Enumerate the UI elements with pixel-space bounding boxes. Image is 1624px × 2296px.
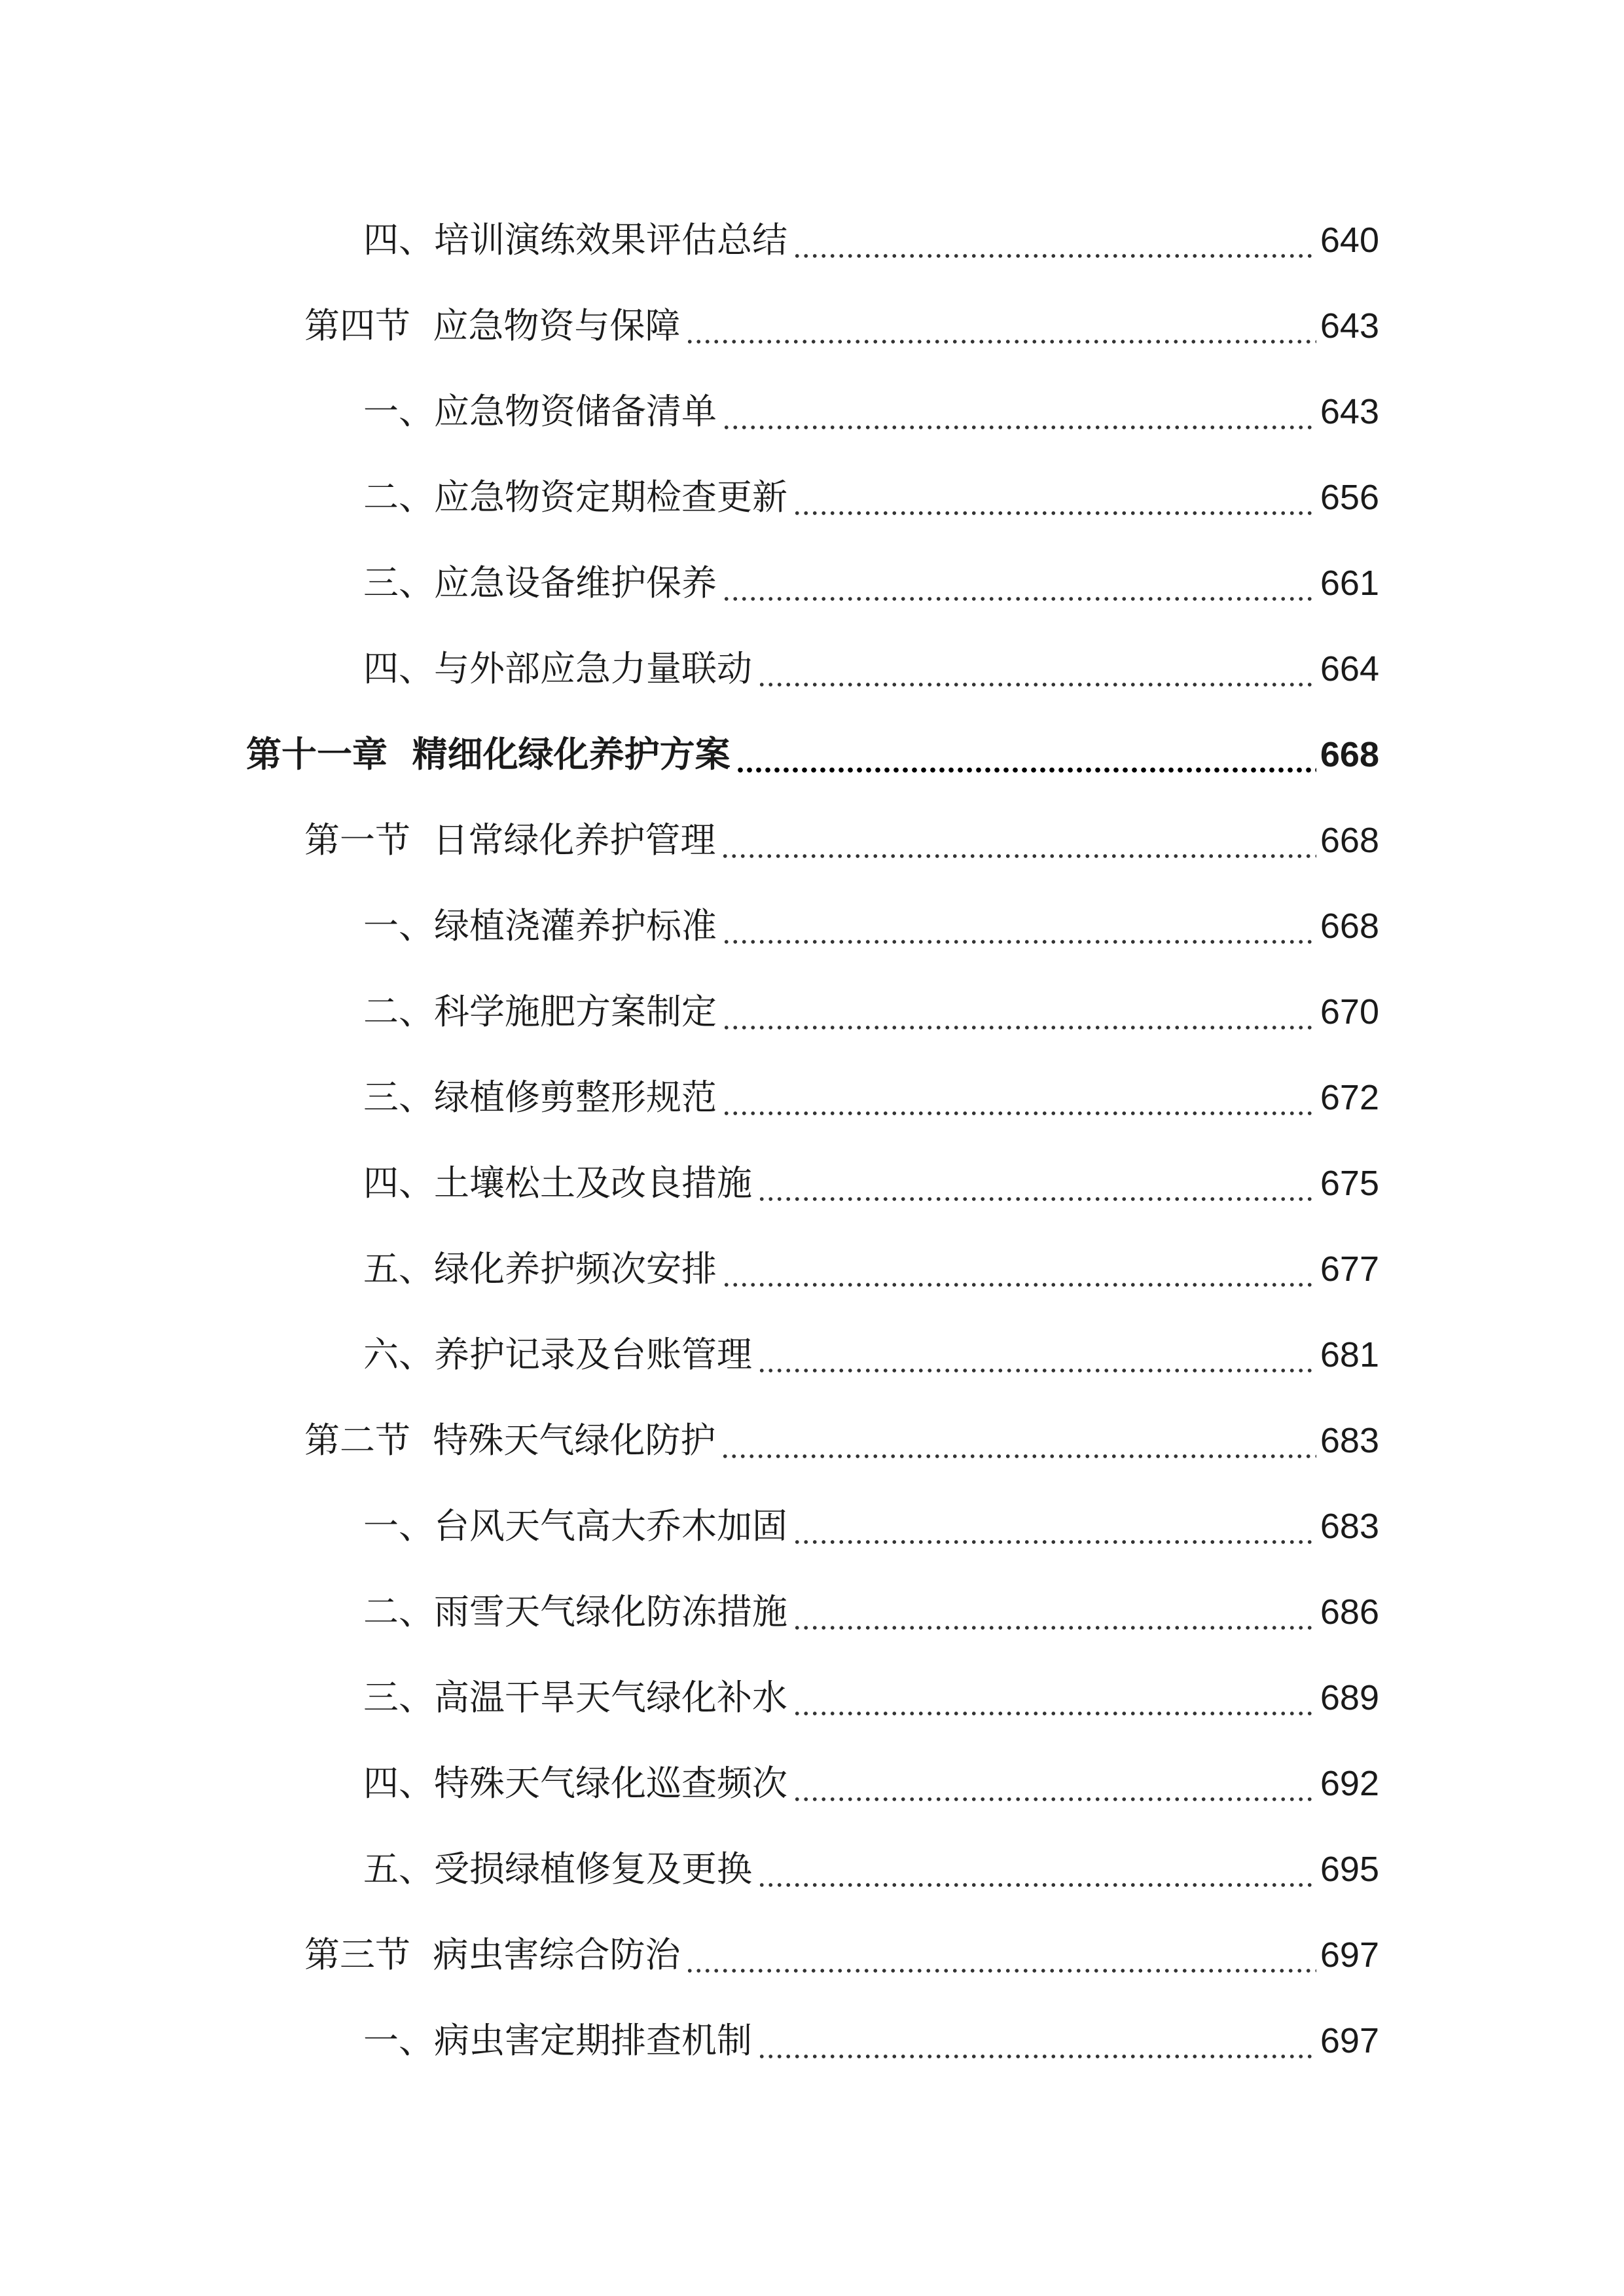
toc-entry-title: 六、养护记录及台账管理 bbox=[363, 1334, 752, 1375]
toc-entry-page: 664 bbox=[1320, 649, 1379, 689]
toc-entry-title: 二、应急物资定期检查更新 bbox=[363, 476, 787, 518]
toc-entry-title: 四、培训演练效果评估总结 bbox=[363, 219, 787, 260]
dot-leader bbox=[793, 1681, 1316, 1716]
toc-entry[interactable] bbox=[0, 1322, 1624, 1388]
toc-entry-page: 643 bbox=[1320, 392, 1379, 431]
dot-leader bbox=[721, 1424, 1316, 1459]
toc-entry[interactable] bbox=[0, 550, 1624, 616]
toc-entry-title: 五、绿化养护频次安排 bbox=[363, 1248, 717, 1289]
toc-entry[interactable] bbox=[0, 1665, 1624, 1731]
dot-leader bbox=[793, 1767, 1316, 1802]
toc-entry-title: 二、雨雪天气绿化防冻措施 bbox=[363, 1591, 787, 1632]
dot-leader bbox=[793, 480, 1316, 516]
toc-entry[interactable] bbox=[0, 207, 1624, 273]
toc-entry[interactable] bbox=[0, 808, 1624, 873]
toc-entry-page: 683 bbox=[1320, 1421, 1379, 1460]
toc-entry-page: 697 bbox=[1320, 1935, 1379, 1975]
toc-entry-page: 683 bbox=[1320, 1507, 1379, 1546]
toc-entry-page: 668 bbox=[1320, 906, 1379, 946]
dot-leader bbox=[722, 1081, 1316, 1116]
toc-entry-title: 四、土壤松土及改良措施 bbox=[363, 1162, 752, 1204]
toc-entry-title: 三、高温干旱天气绿化补水 bbox=[363, 1677, 787, 1718]
toc-entry-page: 686 bbox=[1320, 1592, 1379, 1632]
toc-entry[interactable] bbox=[0, 465, 1624, 530]
dot-leader bbox=[757, 1338, 1316, 1373]
toc-entry[interactable] bbox=[0, 1922, 1624, 1988]
toc-entry-title: 第十一章 精细化绿化养护方案 bbox=[246, 734, 731, 775]
toc-entry-page: 695 bbox=[1320, 1850, 1379, 1889]
toc-entry-title: 三、应急设备维护保养 bbox=[363, 562, 717, 603]
dot-leader bbox=[685, 1938, 1316, 1973]
toc-entry-title: 一、绿植浇灌养护标准 bbox=[363, 905, 717, 946]
toc-entry-title: 第二节 特殊天气绿化防护 bbox=[304, 1420, 716, 1461]
toc-entry-title: 五、受损绿植修复及更换 bbox=[363, 1848, 752, 1890]
dot-leader bbox=[757, 2024, 1316, 2059]
toc-entry[interactable] bbox=[0, 379, 1624, 444]
toc-entry-page: 675 bbox=[1320, 1164, 1379, 1203]
toc-entry-title: 二、科学施肥方案制定 bbox=[363, 991, 717, 1032]
toc-entry-page: 670 bbox=[1320, 992, 1379, 1031]
toc-entry-page: 689 bbox=[1320, 1678, 1379, 1717]
toc-entry[interactable] bbox=[0, 2008, 1624, 2073]
dot-leader bbox=[793, 1509, 1316, 1545]
toc-entry-title: 四、特殊天气绿化巡查频次 bbox=[363, 1763, 787, 1804]
toc-chapter-entry[interactable] bbox=[0, 722, 1624, 787]
dot-leader bbox=[793, 1595, 1316, 1630]
toc-entry-page: 668 bbox=[1320, 821, 1379, 860]
dot-leader bbox=[757, 652, 1316, 687]
toc-entry[interactable] bbox=[0, 1408, 1624, 1473]
toc-entry-page: 697 bbox=[1320, 2021, 1379, 2060]
toc-entry-page: 672 bbox=[1320, 1078, 1379, 1117]
toc-entry-title: 一、病虫害定期排查机制 bbox=[363, 2020, 752, 2061]
toc-entry-title: 第三节 病虫害综合防治 bbox=[304, 1934, 681, 1975]
dot-leader bbox=[721, 823, 1316, 859]
toc-entry[interactable] bbox=[0, 1579, 1624, 1645]
toc-entry[interactable] bbox=[0, 893, 1624, 959]
toc-entry-title: 一、应急物资储备清单 bbox=[363, 391, 717, 432]
toc-entry[interactable] bbox=[0, 1151, 1624, 1216]
dot-leader bbox=[722, 395, 1316, 430]
toc-entry[interactable] bbox=[0, 636, 1624, 702]
dot-leader bbox=[722, 995, 1316, 1030]
dot-leader bbox=[793, 223, 1316, 259]
toc-entry[interactable] bbox=[0, 1494, 1624, 1559]
toc-entry-title: 一、台风天气高大乔木加固 bbox=[363, 1505, 787, 1547]
dot-leader bbox=[757, 1166, 1316, 1202]
toc-entry-page: 677 bbox=[1320, 1249, 1379, 1289]
toc-entry-page: 668 bbox=[1320, 735, 1379, 774]
toc-entry-page: 692 bbox=[1320, 1764, 1379, 1803]
toc-entry[interactable] bbox=[0, 1065, 1624, 1130]
dot-leader bbox=[722, 909, 1316, 944]
dot-leader bbox=[685, 309, 1316, 344]
dot-leader bbox=[757, 1852, 1316, 1888]
toc-entry-page: 640 bbox=[1320, 221, 1379, 260]
dot-leader bbox=[722, 566, 1316, 601]
toc-entry-page: 643 bbox=[1320, 306, 1379, 346]
toc-entry-page: 656 bbox=[1320, 478, 1379, 517]
toc-entry-title: 第四节 应急物资与保障 bbox=[304, 305, 681, 346]
dot-leader bbox=[722, 1252, 1316, 1287]
toc-entry-title: 四、与外部应急力量联动 bbox=[363, 648, 752, 689]
toc-entry-title: 三、绿植修剪整形规范 bbox=[363, 1077, 717, 1118]
toc-entry[interactable] bbox=[0, 979, 1624, 1045]
dot-leader bbox=[736, 738, 1316, 773]
toc-entry[interactable] bbox=[0, 1837, 1624, 1902]
toc-entry[interactable] bbox=[0, 293, 1624, 359]
toc-entry-page: 661 bbox=[1320, 564, 1379, 603]
toc-entry-title: 第一节 日常绿化养护管理 bbox=[304, 819, 716, 861]
toc-entry-page: 681 bbox=[1320, 1335, 1379, 1374]
toc-entry[interactable] bbox=[0, 1751, 1624, 1816]
toc-entry[interactable] bbox=[0, 1236, 1624, 1302]
